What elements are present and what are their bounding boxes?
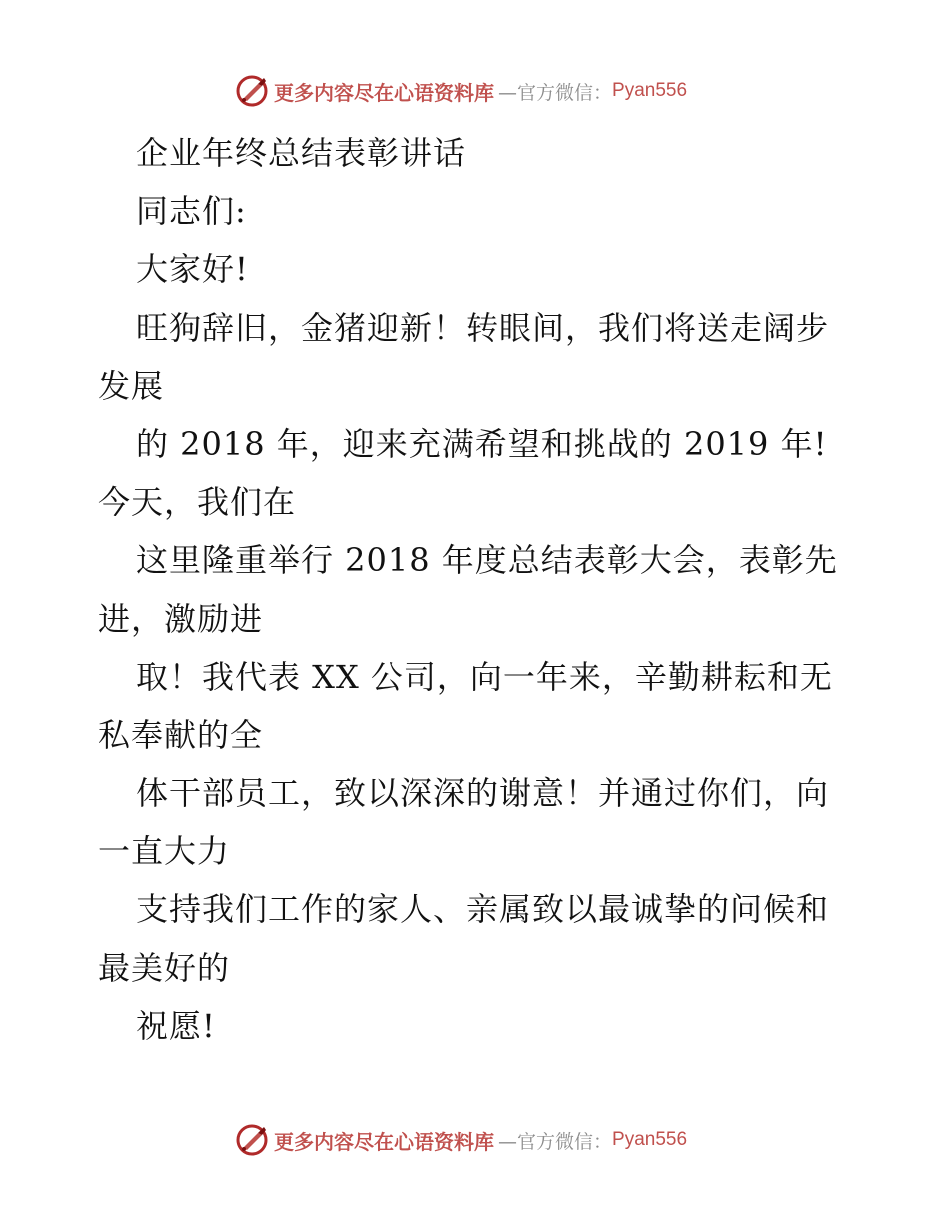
banner-wechat-id: Pyan556 xyxy=(612,1129,688,1150)
paragraph-line: 私奉献的全 xyxy=(98,715,264,754)
banner-title: 更多内容尽在心语资料库 xyxy=(274,80,494,105)
footer-banner xyxy=(0,1120,950,1160)
paragraph-line: 体干部员工，致以深深的谢意！并通过你们，向 xyxy=(136,774,830,813)
banner-content xyxy=(234,71,687,111)
paragraph-line: 这里隆重举行 2018 年度总结表彰大会，表彰先 xyxy=(136,541,838,580)
paragraph-line: 一直大力 xyxy=(98,832,231,871)
paragraph-line: 最美好的 xyxy=(98,948,231,987)
closing-line: 祝愿! xyxy=(136,1006,216,1045)
salutation-line: 同志们: xyxy=(136,192,247,231)
banner-content xyxy=(234,1120,687,1160)
greeting-line: 大家好! xyxy=(136,250,249,289)
pen-logo-icon xyxy=(234,73,270,109)
paragraph-line: 的 2018 年，迎来充满希望和挑战的 2019 年! xyxy=(136,424,828,463)
banner-title: 更多内容尽在心语资料库 xyxy=(274,1129,494,1154)
paragraph-line: 旺狗辞旧，金猪迎新！转眼间，我们将送走阔步 xyxy=(136,308,830,347)
paragraph-line: 进，激励进 xyxy=(98,599,264,638)
paragraph-line: 今天，我们在 xyxy=(98,483,297,522)
document-title: 企业年终总结表彰讲话 xyxy=(136,134,467,172)
banner-wechat-label: —官方微信： xyxy=(498,81,613,104)
banner-wechat-id: Pyan556 xyxy=(612,80,688,101)
paragraph-line: 支持我们工作的家人、亲属致以最诚挚的问候和 xyxy=(136,890,830,929)
banner-wechat-label: —官方微信： xyxy=(498,1130,613,1153)
paragraph-line: 发展 xyxy=(98,366,165,405)
document-body xyxy=(98,124,858,1055)
header-banner xyxy=(0,71,950,111)
paragraph-line: 取！我代表 XX 公司，向一年来，辛勤耕耘和无 xyxy=(136,657,833,696)
pen-logo-icon xyxy=(234,1122,270,1158)
